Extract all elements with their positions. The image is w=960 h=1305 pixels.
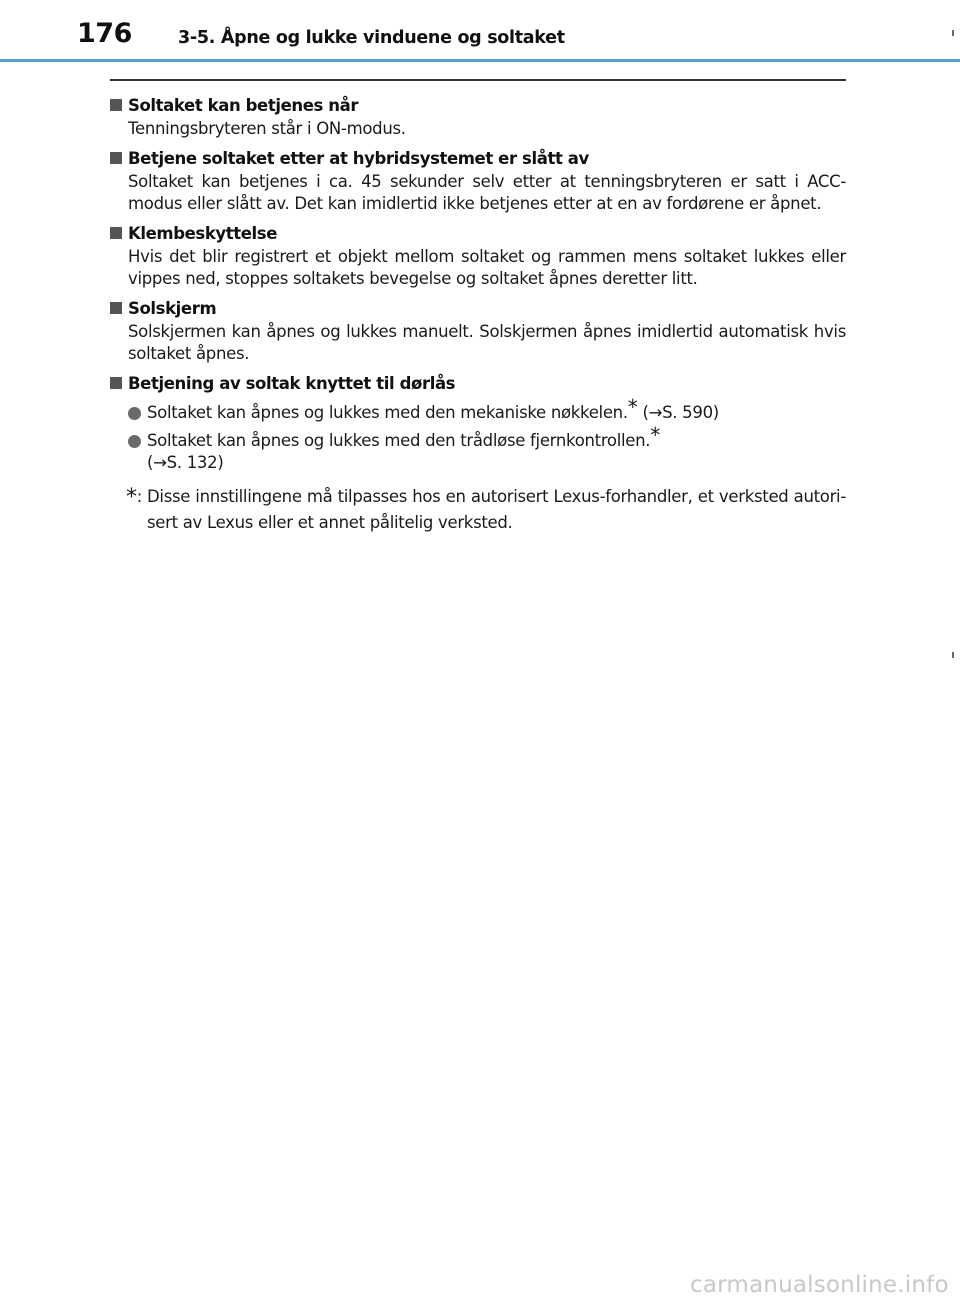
chapter-title: 3-5. Åpne og lukke vinduene og soltaket <box>178 28 565 48</box>
edge-tick <box>952 30 954 36</box>
section-body: Hvis det blir registrert et objekt mellom soltaket og rammen mens soltaket lukkes eller vippes ned, stoppes soltakets bevegelse og soltaket åpnes deretter litt. <box>128 247 846 288</box>
square-bullet-icon <box>110 302 122 314</box>
page-reference: (→S. 590) <box>637 403 719 422</box>
list-item-text: Soltaket kan åpnes og lukkes med den trådløse fjernkontrollen.* (→S. 132) <box>147 423 660 472</box>
footnote-marker: * <box>627 395 638 419</box>
section-title: Betjening av soltak knyttet til dørlås <box>128 373 456 393</box>
section-body: Tenningsbryteren står i ON-modus. <box>128 119 406 138</box>
list-item <box>110 395 846 424</box>
page-header <box>0 0 960 62</box>
section-title: Klembeskyttelse <box>128 223 278 243</box>
section-sunshade <box>110 295 846 365</box>
section-heading <box>110 295 846 321</box>
circle-bullet-icon <box>128 435 141 448</box>
section-after-hybrid-off <box>110 145 846 215</box>
list-item <box>110 423 846 474</box>
section-title: Betjene soltaket etter at hybridsystemet er slått av <box>128 148 589 168</box>
section-body: Soltaket kan betjenes i ca. 45 sekunder selv etter at tenningsbryteren er satt i ACC-modus eller slått av. Det kan imidlertid ikke betjenes etter at en av fordørene er åpnet. <box>128 172 846 213</box>
section-title: Soltaket kan betjenes når <box>128 95 359 115</box>
footnote-text: Disse innstillingene må tilpasses hos en autorisert Lexus-forhandler, et verksted autori-sert av Lexus eller et annet pålitelig verksted. <box>147 487 846 532</box>
edge-tick <box>952 652 954 658</box>
section-sunroof-operable <box>110 92 846 140</box>
section-divider <box>110 79 846 81</box>
footnote-mark: *: <box>126 485 142 510</box>
section-body: Solskjermen kan åpnes og lukkes manuelt. Solskjermen åpnes imidlertid automatisk hvis soltaket åpnes. <box>128 322 846 363</box>
square-bullet-icon <box>110 227 122 239</box>
section-heading <box>110 92 846 118</box>
list-item-text: Soltaket kan åpnes og lukkes med den mekaniske nøkkelen.* (→S. 590) <box>147 395 719 422</box>
circle-bullet-icon <box>128 407 141 420</box>
section-jam-protection <box>110 220 846 290</box>
page-reference: (→S. 132) <box>147 453 224 472</box>
footnote <box>110 484 846 536</box>
section-heading <box>110 370 846 396</box>
page-content <box>110 92 846 541</box>
square-bullet-icon <box>110 377 122 389</box>
section-door-lock-linked <box>110 370 846 536</box>
section-title: Solskjerm <box>128 298 217 318</box>
square-bullet-icon <box>110 99 122 111</box>
square-bullet-icon <box>110 152 122 164</box>
watermark: carmanualsonline.info <box>690 1272 949 1298</box>
section-heading <box>110 145 846 171</box>
section-heading <box>110 220 846 246</box>
page-number: 176 <box>77 18 132 49</box>
header-rule <box>0 59 960 62</box>
footnote-marker: * <box>650 423 660 447</box>
